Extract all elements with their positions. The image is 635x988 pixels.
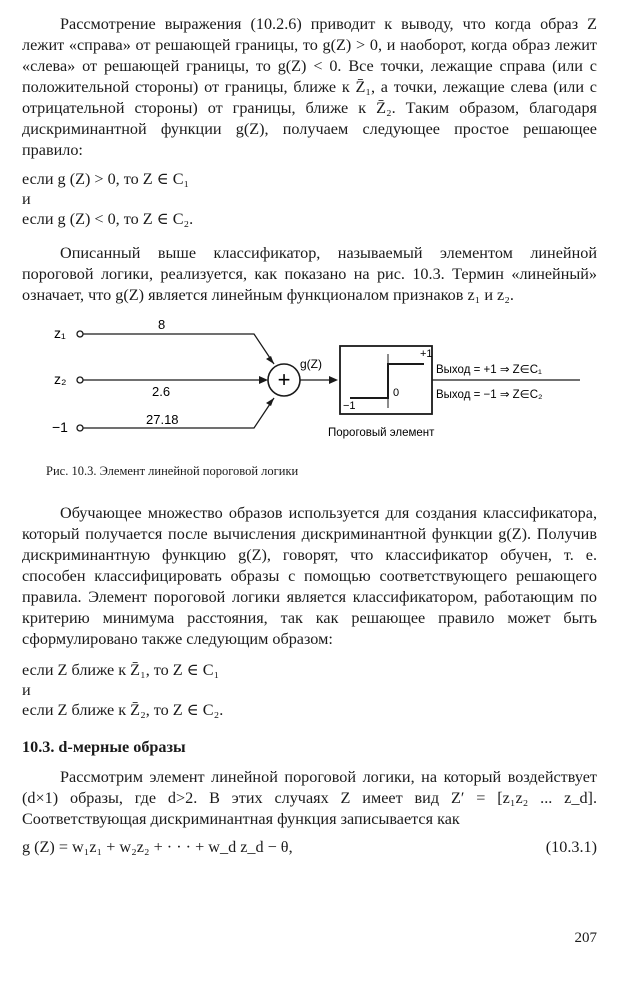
rule1-and: и xyxy=(22,190,31,208)
input-minus-one-label: −1 xyxy=(52,419,68,435)
figure-caption: Рис. 10.3. Элемент линейной пороговой логики xyxy=(46,464,299,478)
weight-3: 27.18 xyxy=(146,412,179,427)
arrowhead-3 xyxy=(266,398,274,406)
decision-rule-1 xyxy=(22,169,597,229)
page-body xyxy=(22,14,597,858)
sum-symbol: + xyxy=(277,367,291,392)
paragraph-3: Обучающее множество образов используется для создания классификатора, который получается после вычисления дискриминантной функции g(Z). Получив дискриминантную функцию g(Z), говорят, что классификатор обучен, т. е. способен классифицировать образы с помощью соответствующего решающего правила. Элемент пороговой логики является классификатором, работающим по критерию минимума расстояния, так как решающее правило может быть сформулировано также следующим образом: xyxy=(22,504,597,648)
rule1-positive: если g (Z) > 0, то Z ∈ C₁ xyxy=(22,170,190,188)
weight-2: 2.6 xyxy=(152,384,171,399)
rule1-negative: если g (Z) < 0, то Z ∈ C₂. xyxy=(22,210,194,228)
g-arrowhead xyxy=(329,376,338,384)
decision-rule-2 xyxy=(22,660,597,720)
page-number: 207 xyxy=(574,930,597,946)
minus-one-label: −1 xyxy=(343,400,356,412)
rule2-closer-z2: если Z ближе к Z̄₂, то Z ∈ C₂. xyxy=(22,701,224,719)
zero-label: 0 xyxy=(393,387,400,399)
input-line-1 xyxy=(83,334,274,364)
output-negative: Выход = −1 ⇒ Z∈C₂ xyxy=(436,389,543,401)
paragraph-2: Описанный выше классификатор, называемый элементом линейной пороговой логики, реализуется, как показано на рис. 10.3. Термин «линейный» означает, что g(Z) является линейным функционалом признаков z₁ и z₂. xyxy=(22,244,597,304)
weight-1: 8 xyxy=(158,317,166,332)
rule2-and: и xyxy=(22,681,31,699)
output-positive: Выход = +1 ⇒ Z∈C₁ xyxy=(436,364,542,376)
threshold-element-label: Пороговый элемент xyxy=(328,427,435,439)
input-z1-label: z₁ xyxy=(54,325,66,341)
rule2-closer-z1: если Z ближе к Z̄₁, то Z ∈ C₁ xyxy=(22,661,220,679)
input-node-2 xyxy=(77,377,83,383)
input-node-1 xyxy=(77,331,83,337)
input-node-3 xyxy=(77,425,83,431)
paragraph-4: Рассмотрим элемент линейной пороговой логики, на который воздействует (d×1) образы, где d>2. В этих случаях Z имеет вид Z′ = [z₁z₂ ... z_d]. Соответствующая дискриминантная функция записывается как xyxy=(22,768,597,828)
g-label: g(Z) xyxy=(300,357,322,371)
paragraph-1: Рассмотрение выражения (10.2.6) приводит к выводу, что когда образ Z лежит «справа» от решающей границы, то g(Z) > 0, и наоборот, когда образ лежит «слева» от решающей границы, то g(Z) < 0. Все точки, лежащие справа (или с положительной стороны) от границы, ближе к Z̄₁, а точки, лежащие слева (или с отрицательной стороны) от границы, ближе к Z̄₂. Таким образом, благодаря дискриминантной функции g(Z), получаем следующее простое решающее правило: xyxy=(22,15,597,159)
plus-one-label: +1 xyxy=(420,348,433,360)
tlu-diagram xyxy=(22,312,597,452)
arrowhead-1 xyxy=(266,356,274,364)
figure-10-3 xyxy=(22,312,597,457)
equation-10-3-1 xyxy=(22,836,597,858)
equation-number: (10.3.1) xyxy=(545,838,597,856)
input-z2-label: z₂ xyxy=(54,371,67,387)
arrowhead-2 xyxy=(259,376,268,384)
section-heading: 10.3. d-мерные образы xyxy=(22,738,186,756)
equation-text: g (Z) = w₁z₁ + w₂z₂ + · · · + w_d z_d − θ, xyxy=(22,838,293,856)
